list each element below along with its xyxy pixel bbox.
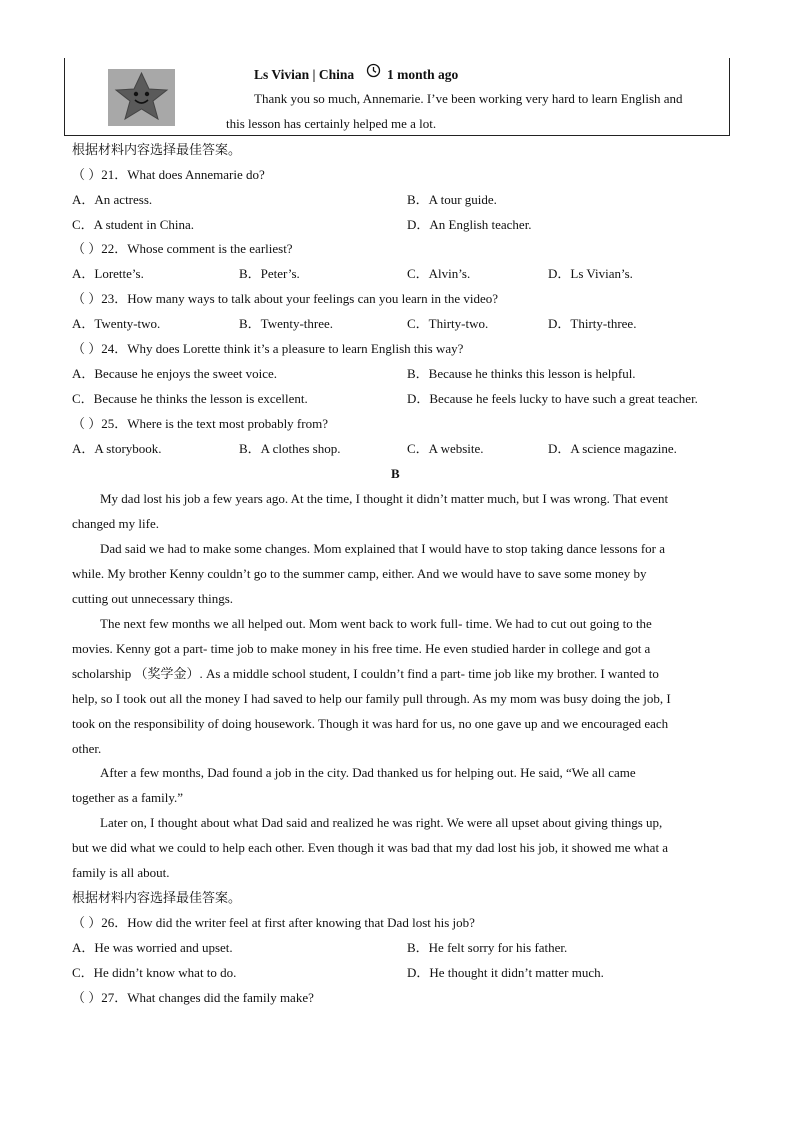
- passage-p3-line1: The next few months we all helped out. Mom went back to work full- time. We had to cut out going to the: [100, 616, 652, 631]
- passage-p3-line6: other.: [72, 741, 102, 756]
- q22-option-c: C．Alvin’s.: [407, 266, 471, 281]
- question-26-stem: （ ）26．How did the writer feel at first after knowing that Dad lost his job?: [72, 915, 475, 930]
- q24-option-c: C．Because he thinks the lesson is excellent.: [72, 391, 308, 406]
- passage-p5-line3: family is all about.: [72, 865, 170, 880]
- passage-p3-line5: took on the responsibility of doing housework. Though it was hard for us, no one gave up and we encouraged each: [72, 716, 669, 731]
- comment-text-line2: this lesson has certainly helped me a lot.: [226, 116, 437, 131]
- passage-p1-line1: My dad lost his job a few years ago. At the time, I thought it didn’t matter much, but I was wrong. That event: [100, 491, 669, 506]
- passage-p4-line2: together as a family.”: [72, 790, 184, 805]
- q25-option-d: D．A science magazine.: [548, 441, 677, 456]
- q22-option-a: A．Lorette’s.: [72, 266, 144, 281]
- passage-p2-line3: cutting out unnecessary things.: [72, 591, 234, 606]
- comment-time: 1 month ago: [387, 67, 459, 82]
- question-22-stem: （ ）22．Whose comment is the earliest?: [72, 241, 293, 256]
- q26-option-b: B．He felt sorry for his father.: [407, 940, 568, 955]
- q26-option-c: C．He didn’t know what to do.: [72, 965, 237, 980]
- instruction-a: 根据材料内容选择最佳答案。: [72, 142, 242, 157]
- passage-p3-line2: movies. Kenny got a part- time job to make money in his free time. He even studied harder in college and got a: [72, 641, 651, 656]
- q24-option-b: B．Because he thinks this lesson is helpful.: [407, 366, 636, 381]
- section-b-title: B: [391, 466, 400, 481]
- q25-option-a: A．A storybook.: [72, 441, 162, 456]
- q25-option-c: C．A website.: [407, 441, 484, 456]
- star-avatar-icon: [108, 69, 175, 126]
- q21-option-c: C．A student in China.: [72, 217, 195, 232]
- q23-option-c: C．Thirty-two.: [407, 316, 489, 331]
- q26-option-a: A．He was worried and upset.: [72, 940, 233, 955]
- q21-option-a: A．An actress.: [72, 192, 153, 207]
- q22-option-b: B．Peter’s.: [239, 266, 300, 281]
- question-23-stem: （ ）23．How many ways to talk about your feelings can you learn in the video?: [72, 291, 499, 306]
- question-24-stem: （ ）24．Why does Lorette think it’s a pleasure to learn English this way?: [72, 341, 464, 356]
- q24-option-a: A．Because he enjoys the sweet voice.: [72, 366, 278, 381]
- passage-p5-line2: but we did what we could to help each other. Even though it was bad that my dad lost his job, it showed me what a: [72, 840, 669, 855]
- q23-option-b: B．Twenty-three.: [239, 316, 334, 331]
- q25-option-b: B．A clothes shop.: [239, 441, 341, 456]
- passage-p2-line1: Dad said we had to make some changes. Mom explained that I would have to stop taking dance lessons for a: [100, 541, 665, 556]
- question-25-stem: （ ）25．Where is the text most probably from?: [72, 416, 328, 431]
- q22-option-d: D．Ls Vivian’s.: [548, 266, 633, 281]
- passage-p2-line2: while. My brother Kenny couldn’t go to the summer camp, either. And we would have to save some money by: [72, 566, 647, 581]
- passage-p3-line3: scholarship （奖学金）. As a middle school student, I couldn’t find a part- time job like my brother. I wanted to: [72, 666, 659, 681]
- q23-option-a: A．Twenty-two.: [72, 316, 161, 331]
- q21-option-b: B．A tour guide.: [407, 192, 497, 207]
- comment-text-line1: Thank you so much, Annemarie. I’ve been working very hard to learn English and: [254, 91, 683, 106]
- q26-option-d: D．He thought it didn’t matter much.: [407, 965, 604, 980]
- passage-p3-line4: help, so I took out all the money I had saved to help our family pull through. As my mom was busy doing the job, I: [72, 691, 671, 706]
- instruction-b: 根据材料内容选择最佳答案。: [72, 890, 242, 905]
- passage-p5-line1: Later on, I thought about what Dad said and realized he was right. We were all upset about giving things up,: [100, 815, 663, 830]
- passage-p4-line1: After a few months, Dad found a job in the city. Dad thanked us for helping out. He said, “We all came: [100, 765, 636, 780]
- q21-option-d: D．An English teacher.: [407, 217, 532, 232]
- clock-icon: [366, 63, 381, 80]
- passage-p1-line2: changed my life.: [72, 516, 159, 531]
- q23-option-d: D．Thirty-three.: [548, 316, 637, 331]
- question-21-stem: （ ）21．What does Annemarie do?: [72, 167, 265, 182]
- comment-user: Ls Vivian | China: [254, 67, 355, 82]
- q24-option-d: D．Because he feels lucky to have such a great teacher.: [407, 391, 698, 406]
- question-27-stem: （ ）27．What changes did the family make?: [72, 990, 314, 1005]
